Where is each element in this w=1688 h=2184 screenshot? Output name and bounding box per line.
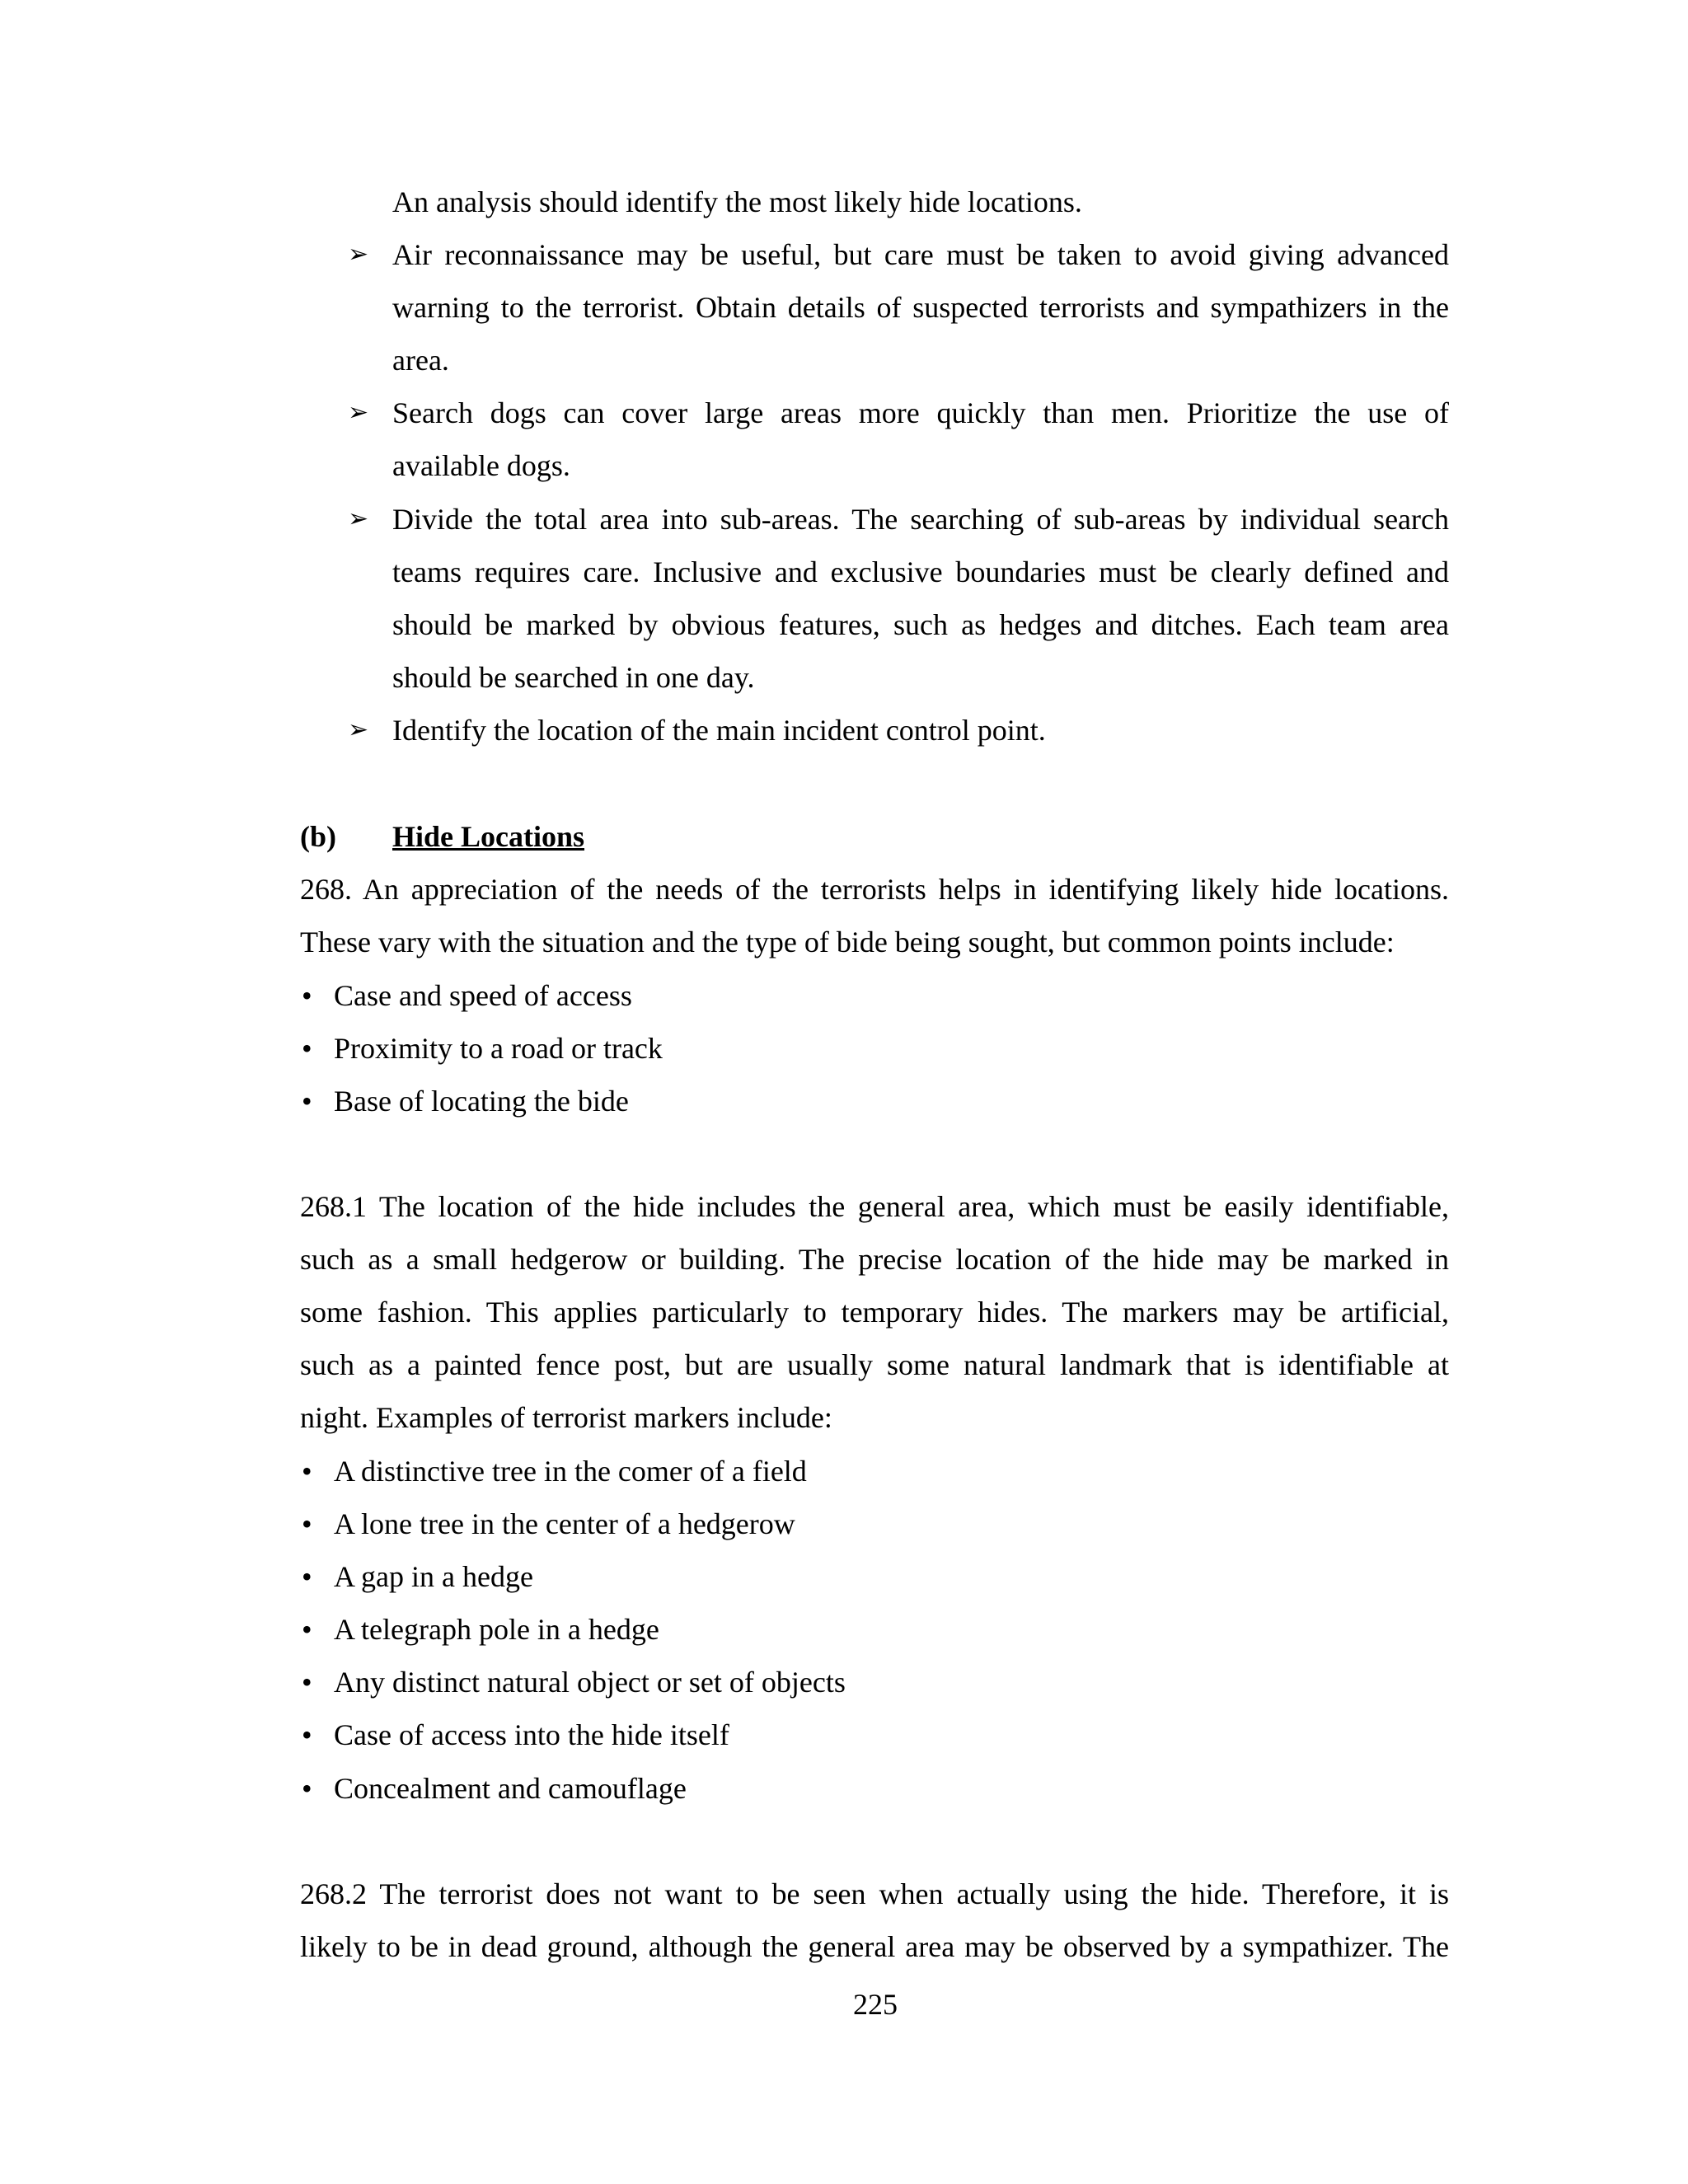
bullet-icon: • [302, 1507, 312, 1540]
para-268-line-2: These vary with the situation and the type of bide being sought, but common points include: [300, 926, 1395, 958]
arrow-item-1-line-3: area. [392, 344, 449, 377]
bullet-268-item-3: Base of locating the bide [334, 1085, 629, 1118]
arrow-bullet-icon: ➢ [348, 398, 369, 427]
para-268-1-line-3: some fashion. This applies particularly to temporary hides. The markers may be artificial, [300, 1296, 1449, 1329]
arrow-bullet-icon: ➢ [348, 715, 369, 744]
page-number: 225 [853, 1988, 898, 2021]
bullet-268-1-item-4: A telegraph pole in a hedge [334, 1613, 659, 1646]
arrow-item-3-line-3: should be marked by obvious features, such as hedges and ditches. Each team area [392, 608, 1449, 641]
arrow-item-2-line-2: available dogs. [392, 449, 570, 482]
bullet-icon: • [302, 1772, 312, 1805]
section-label: (b) [300, 820, 336, 853]
para-268-2-line-1: 268.2 The terrorist does not want to be seen when actually using the hide. Therefore, it is [300, 1877, 1449, 1910]
bullet-268-1-item-2: A lone tree in the center of a hedgerow [334, 1507, 795, 1540]
arrow-bullet-icon: ➢ [348, 240, 369, 269]
section-title: Hide Locations [392, 820, 585, 853]
para-268-1-line-5: night. Examples of terrorist markers include: [300, 1401, 832, 1434]
para-268-1-line-1: 268.1 The location of the hide includes the general area, which must be easily identifiable, [300, 1190, 1449, 1223]
bullet-icon: • [302, 1032, 312, 1065]
bullet-icon: • [302, 979, 312, 1012]
bullet-268-1-item-6: Case of access into the hide itself [334, 1718, 729, 1751]
arrow-bullet-icon: ➢ [348, 504, 369, 533]
arrow-item-3-line-1: Divide the total area into sub-areas. The searching of sub-areas by individual search [392, 503, 1449, 536]
para-268-1-line-2: such as a small hedgerow or building. The precise location of the hide may be marked in [300, 1243, 1449, 1276]
bullet-268-item-1: Case and speed of access [334, 979, 632, 1012]
bullet-icon: • [302, 1455, 312, 1488]
arrow-item-4-line-1: Identify the location of the main incident control point. [392, 714, 1046, 747]
bullet-268-1-item-5: Any distinct natural object or set of objects [334, 1666, 846, 1699]
bullet-icon: • [302, 1718, 312, 1751]
bullet-268-1-item-3: A gap in a hedge [334, 1560, 533, 1593]
para-268-line-1: 268. An appreciation of the needs of the terrorists helps in identifying likely hide locations. [300, 873, 1449, 906]
arrow-item-2-line-1: Search dogs can cover large areas more quickly than men. Prioritize the use of [392, 396, 1449, 429]
arrow-item-3-line-2: teams requires care. Inclusive and exclusive boundaries must be clearly defined and [392, 555, 1449, 588]
bullet-icon: • [302, 1666, 312, 1699]
para-268-1-line-4: such as a painted fence post, but are usually some natural landmark that is identifiable at [300, 1348, 1449, 1381]
bullet-268-item-2: Proximity to a road or track [334, 1032, 663, 1065]
bullet-icon: • [302, 1560, 312, 1593]
bullet-icon: • [302, 1085, 312, 1118]
arrow-item-1-line-2: warning to the terrorist. Obtain details of suspected terrorists and sympathizers in the [392, 291, 1449, 324]
continuation-line: An analysis should identify the most likely hide locations. [392, 185, 1082, 218]
bullet-268-1-item-1: A distinctive tree in the comer of a field [334, 1455, 807, 1488]
bullet-268-1-item-7: Concealment and camouflage [334, 1772, 687, 1805]
para-268-2-line-2: likely to be in dead ground, although the general area may be observed by a sympathizer. The [300, 1930, 1449, 1963]
arrow-item-1-line-1: Air reconnaissance may be useful, but care must be taken to avoid giving advanced [392, 238, 1449, 271]
arrow-item-3-line-4: should be searched in one day. [392, 661, 755, 694]
bullet-icon: • [302, 1613, 312, 1646]
